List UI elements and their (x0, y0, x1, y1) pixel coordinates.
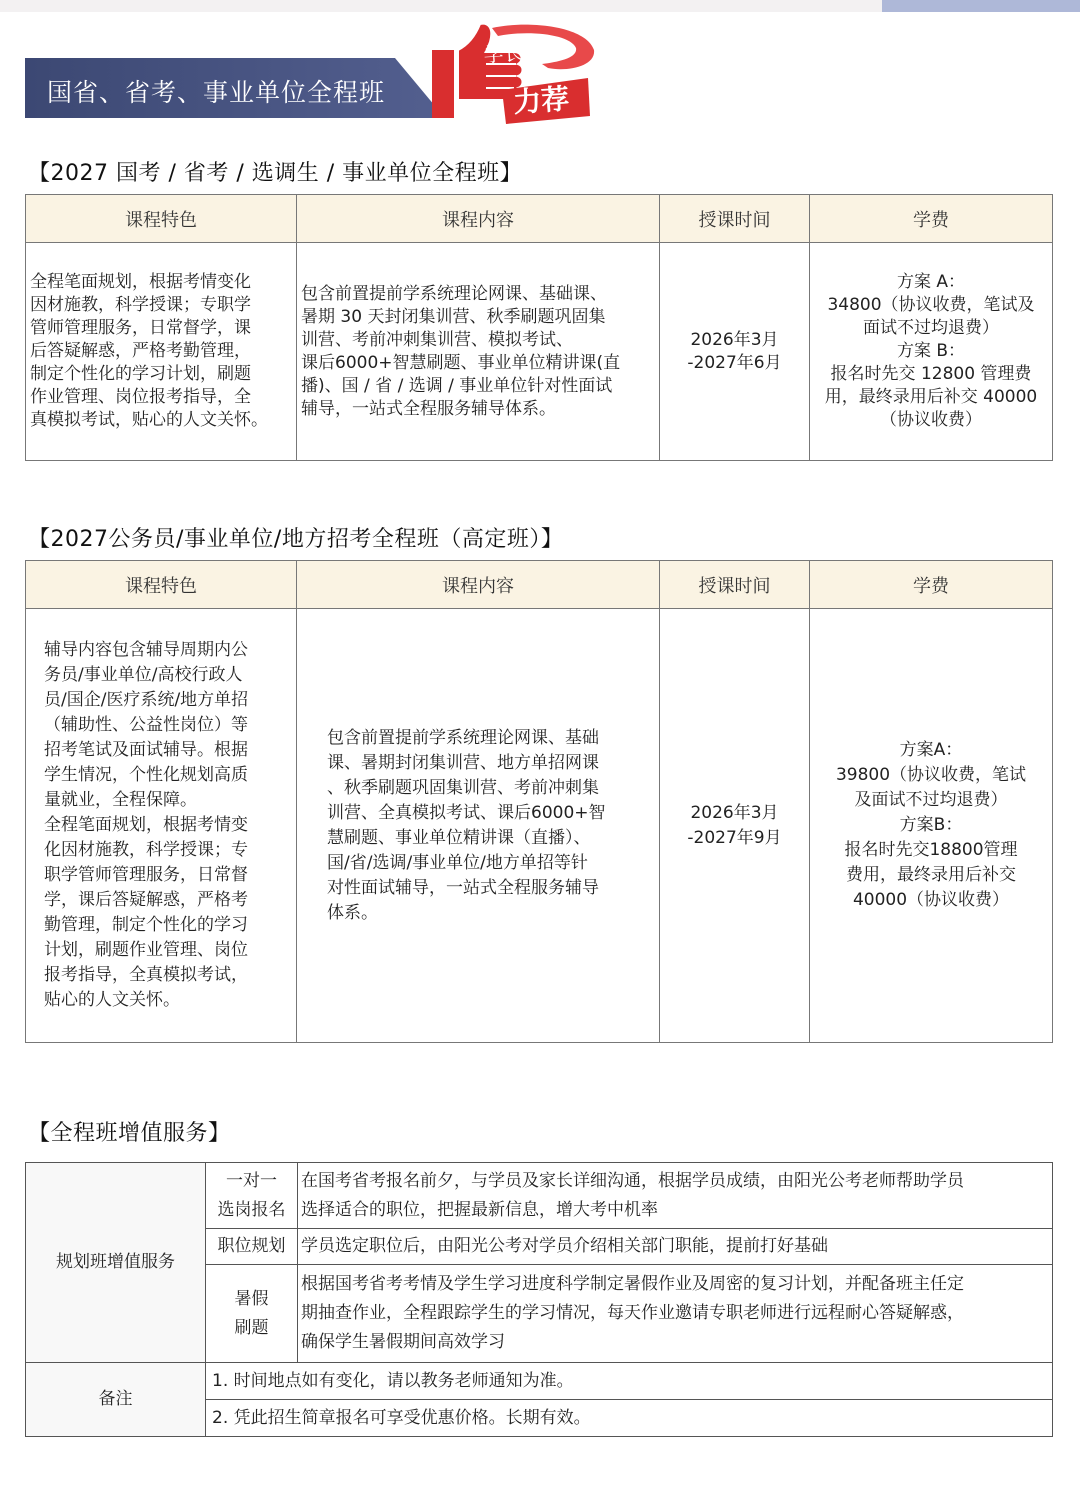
course-table-1 (25, 194, 1053, 461)
text-line: 播)、国 / 省 / 选调 / 事业单位针对性面试 (301, 375, 613, 396)
top-decor-accent (882, 0, 1080, 12)
text-line: 在国考省考报名前夕，与学员及家长详细沟通，根据学员成绩，由阳光公考老师帮助学员 (301, 1170, 964, 1191)
time-cell (660, 243, 810, 461)
text-line: -2027年9月 (687, 827, 782, 848)
service-item-desc (298, 1163, 1053, 1229)
features-cell (26, 609, 297, 1043)
fee-cell (810, 243, 1053, 461)
text-line: 及面试不过均退费） (854, 790, 1008, 810)
text-line: 计划，刷题作业管理、岗位 (44, 940, 248, 960)
badge-text-2: 力荐 (512, 82, 571, 119)
text-line: 方案A： (899, 740, 963, 760)
table-row (26, 1363, 1053, 1400)
header-features: 课程特色 (26, 561, 297, 609)
text-line: 国/省/选调/事业单位/地方单招等针 (327, 852, 588, 873)
text-line: 训营、全真模拟考试、课后6000+智 (327, 802, 606, 823)
text-line: 根据国考省考考情及学生学习进度科学制定暑假作业及周密的复习计划，并配备班主任定 (301, 1274, 964, 1294)
table-header-row (26, 561, 1053, 609)
text-line: （协议收费） (880, 410, 982, 430)
features-cell (26, 243, 297, 461)
header-fee: 学费 (810, 195, 1053, 243)
text-line: 2026年3月 (690, 329, 779, 350)
section3-title: 【全程班增值服务】 (28, 1121, 231, 1146)
text-line: 后答疑解惑，严格考勤管理， (30, 341, 251, 361)
text-line: 慧刷题、事业单位精讲课（直播）、 (327, 827, 591, 848)
header-time: 授课时间 (660, 195, 810, 243)
text-line: 招考笔试及面试辅导。根据 (44, 740, 248, 760)
text-line: 面试不过均退费） (863, 318, 999, 338)
text-line: 费用，最终录用后补交 (846, 865, 1016, 885)
header-banner (25, 58, 445, 118)
text-line: 报名时先交 12800 管理费 (830, 364, 1032, 384)
text-line: 化因材施教，科学授课；专 (44, 840, 248, 860)
text-line: 40000（协议收费） (852, 890, 1010, 910)
text-line: 全程笔面规划，根据考情变 (44, 815, 248, 835)
text-line: 务员/事业单位/高校行政人 (44, 665, 243, 685)
section1-title: 【2027 国考 / 省考 / 选调生 / 事业单位全程班】 (28, 161, 523, 186)
service-item-desc (298, 1265, 1053, 1363)
text-line: 管师管理服务，日常督学，课 (30, 318, 251, 338)
text-line: 刷题 (234, 1317, 269, 1338)
service-item-label (206, 1265, 298, 1363)
table-row (26, 609, 1053, 1043)
text-line: 勤管理，制定个性化的学习 (44, 915, 248, 935)
text-line: 贴心的人文关怀。 (44, 990, 180, 1010)
badge-text-1: 学长学姐 (482, 37, 565, 67)
service-item-label (206, 1163, 298, 1229)
text-line: 课后6000+智慧刷题、事业单位精讲课(直 (301, 352, 621, 373)
text-line: 选择适合的职位，把握最新信息，增大考中机率 (301, 1199, 658, 1220)
text-line: 、秋季刷题巩固集训营、考前冲刺集 (327, 777, 599, 798)
text-line: -2027年6月 (687, 352, 782, 373)
banner-title: 国省、省考、事业单位全程班 (47, 78, 386, 107)
text-line: 暑期 30 天封闭集训营、秋季刷题巩固集 (301, 306, 606, 327)
text-line: 课、暑期封闭集训营、地方单招网课 (327, 752, 599, 773)
text-line: 职学管师管理服务，日常督 (44, 865, 248, 885)
header-content: 课程内容 (297, 195, 660, 243)
text-line: 用，最终录用后补交 40000 (824, 387, 1038, 407)
text-line: 包含前置提前学系统理论网课、基础 (327, 727, 599, 748)
text-line: 真模拟考试，贴心的人文关怀。 (30, 410, 268, 430)
note-item: 2. 凭此招生简章报名可享受优惠价格。长期有效。 (206, 1400, 1053, 1437)
content-cell (297, 609, 660, 1043)
text-line: 一对一 (226, 1170, 277, 1191)
text-line: 职位规划 (217, 1236, 286, 1256)
text-line: 学员选定职位后，由阳光公考对学员介绍相关部门职能，提前打好基础 (301, 1236, 828, 1256)
text-line: 报名时先交18800管理 (844, 840, 1018, 860)
text-line: 学，课后答疑解惑，严格考 (44, 890, 248, 910)
text-line: 制定个性化的学习计划，刷题 (30, 364, 251, 384)
time-cell (660, 609, 810, 1043)
text-line: 包含前置提前学系统理论网课、基础课、 (301, 283, 607, 304)
content-cell (297, 243, 660, 461)
header-content: 课程内容 (297, 561, 660, 609)
service-group-label: 规划班增值服务 (26, 1163, 206, 1363)
text-line: 选岗报名 (217, 1199, 286, 1220)
text-line: 体系。 (327, 902, 378, 923)
course-table-2 (25, 560, 1053, 1043)
text-line: 期抽查作业，全程跟踪学生的学习情况，每天作业邀请专职老师进行远程耐心答疑解惑， (301, 1303, 964, 1323)
header-features: 课程特色 (26, 195, 297, 243)
top-decor-bar (0, 0, 1080, 12)
thumbs-up-icon (418, 20, 598, 132)
service-item-label (206, 1229, 298, 1265)
text-line: 辅导内容包含辅导周期内公 (44, 640, 248, 660)
service-table (25, 1162, 1053, 1437)
fee-cell (810, 609, 1053, 1043)
section2-title: 【2027公务员/事业单位/地方招考全程班（高定班）】 (28, 527, 564, 552)
text-line: 量就业，全程保障。 (44, 790, 197, 810)
text-line: 暑假 (234, 1288, 269, 1309)
text-line: 员/国企/医疗系统/地方单招 (44, 690, 249, 710)
table-row (26, 243, 1053, 461)
header-fee: 学费 (810, 561, 1053, 609)
notes-label: 备注 (26, 1363, 206, 1437)
recommend-badge (418, 20, 598, 132)
text-line: 方案 B： (896, 341, 966, 361)
text-line: 作业管理、岗位报考指导，全 (30, 387, 251, 407)
text-line: （辅助性、公益性岗位）等 (44, 715, 248, 735)
text-line: 确保学生暑假期间高效学习 (301, 1332, 505, 1352)
text-line: 对性面试辅导，一站式全程服务辅导 (327, 877, 599, 898)
text-line: 2026年3月 (690, 802, 779, 823)
header-time: 授课时间 (660, 561, 810, 609)
text-line: 39800（协议收费，笔试 (835, 765, 1027, 785)
text-line: 辅导，一站式全程服务辅导体系。 (301, 398, 556, 419)
text-line: 学生情况，个性化规划高质 (44, 765, 248, 785)
note-item: 1. 时间地点如有变化，请以教务老师通知为准。 (206, 1363, 1053, 1400)
service-item-desc (298, 1229, 1053, 1265)
text-line: 训营、考前冲刺集训营、模拟考试、 (301, 329, 573, 350)
text-line: 报考指导，全真模拟考试， (44, 965, 248, 985)
table-header-row (26, 195, 1053, 243)
table-row (26, 1163, 1053, 1229)
text-line: 方案 A： (896, 272, 966, 292)
text-line: 因材施教，科学授课；专职学 (30, 295, 251, 315)
text-line: 34800（协议收费，笔试及 (827, 295, 1035, 315)
text-line: 方案B： (899, 815, 963, 835)
text-line: 全程笔面规划，根据考情变化 (30, 272, 251, 292)
